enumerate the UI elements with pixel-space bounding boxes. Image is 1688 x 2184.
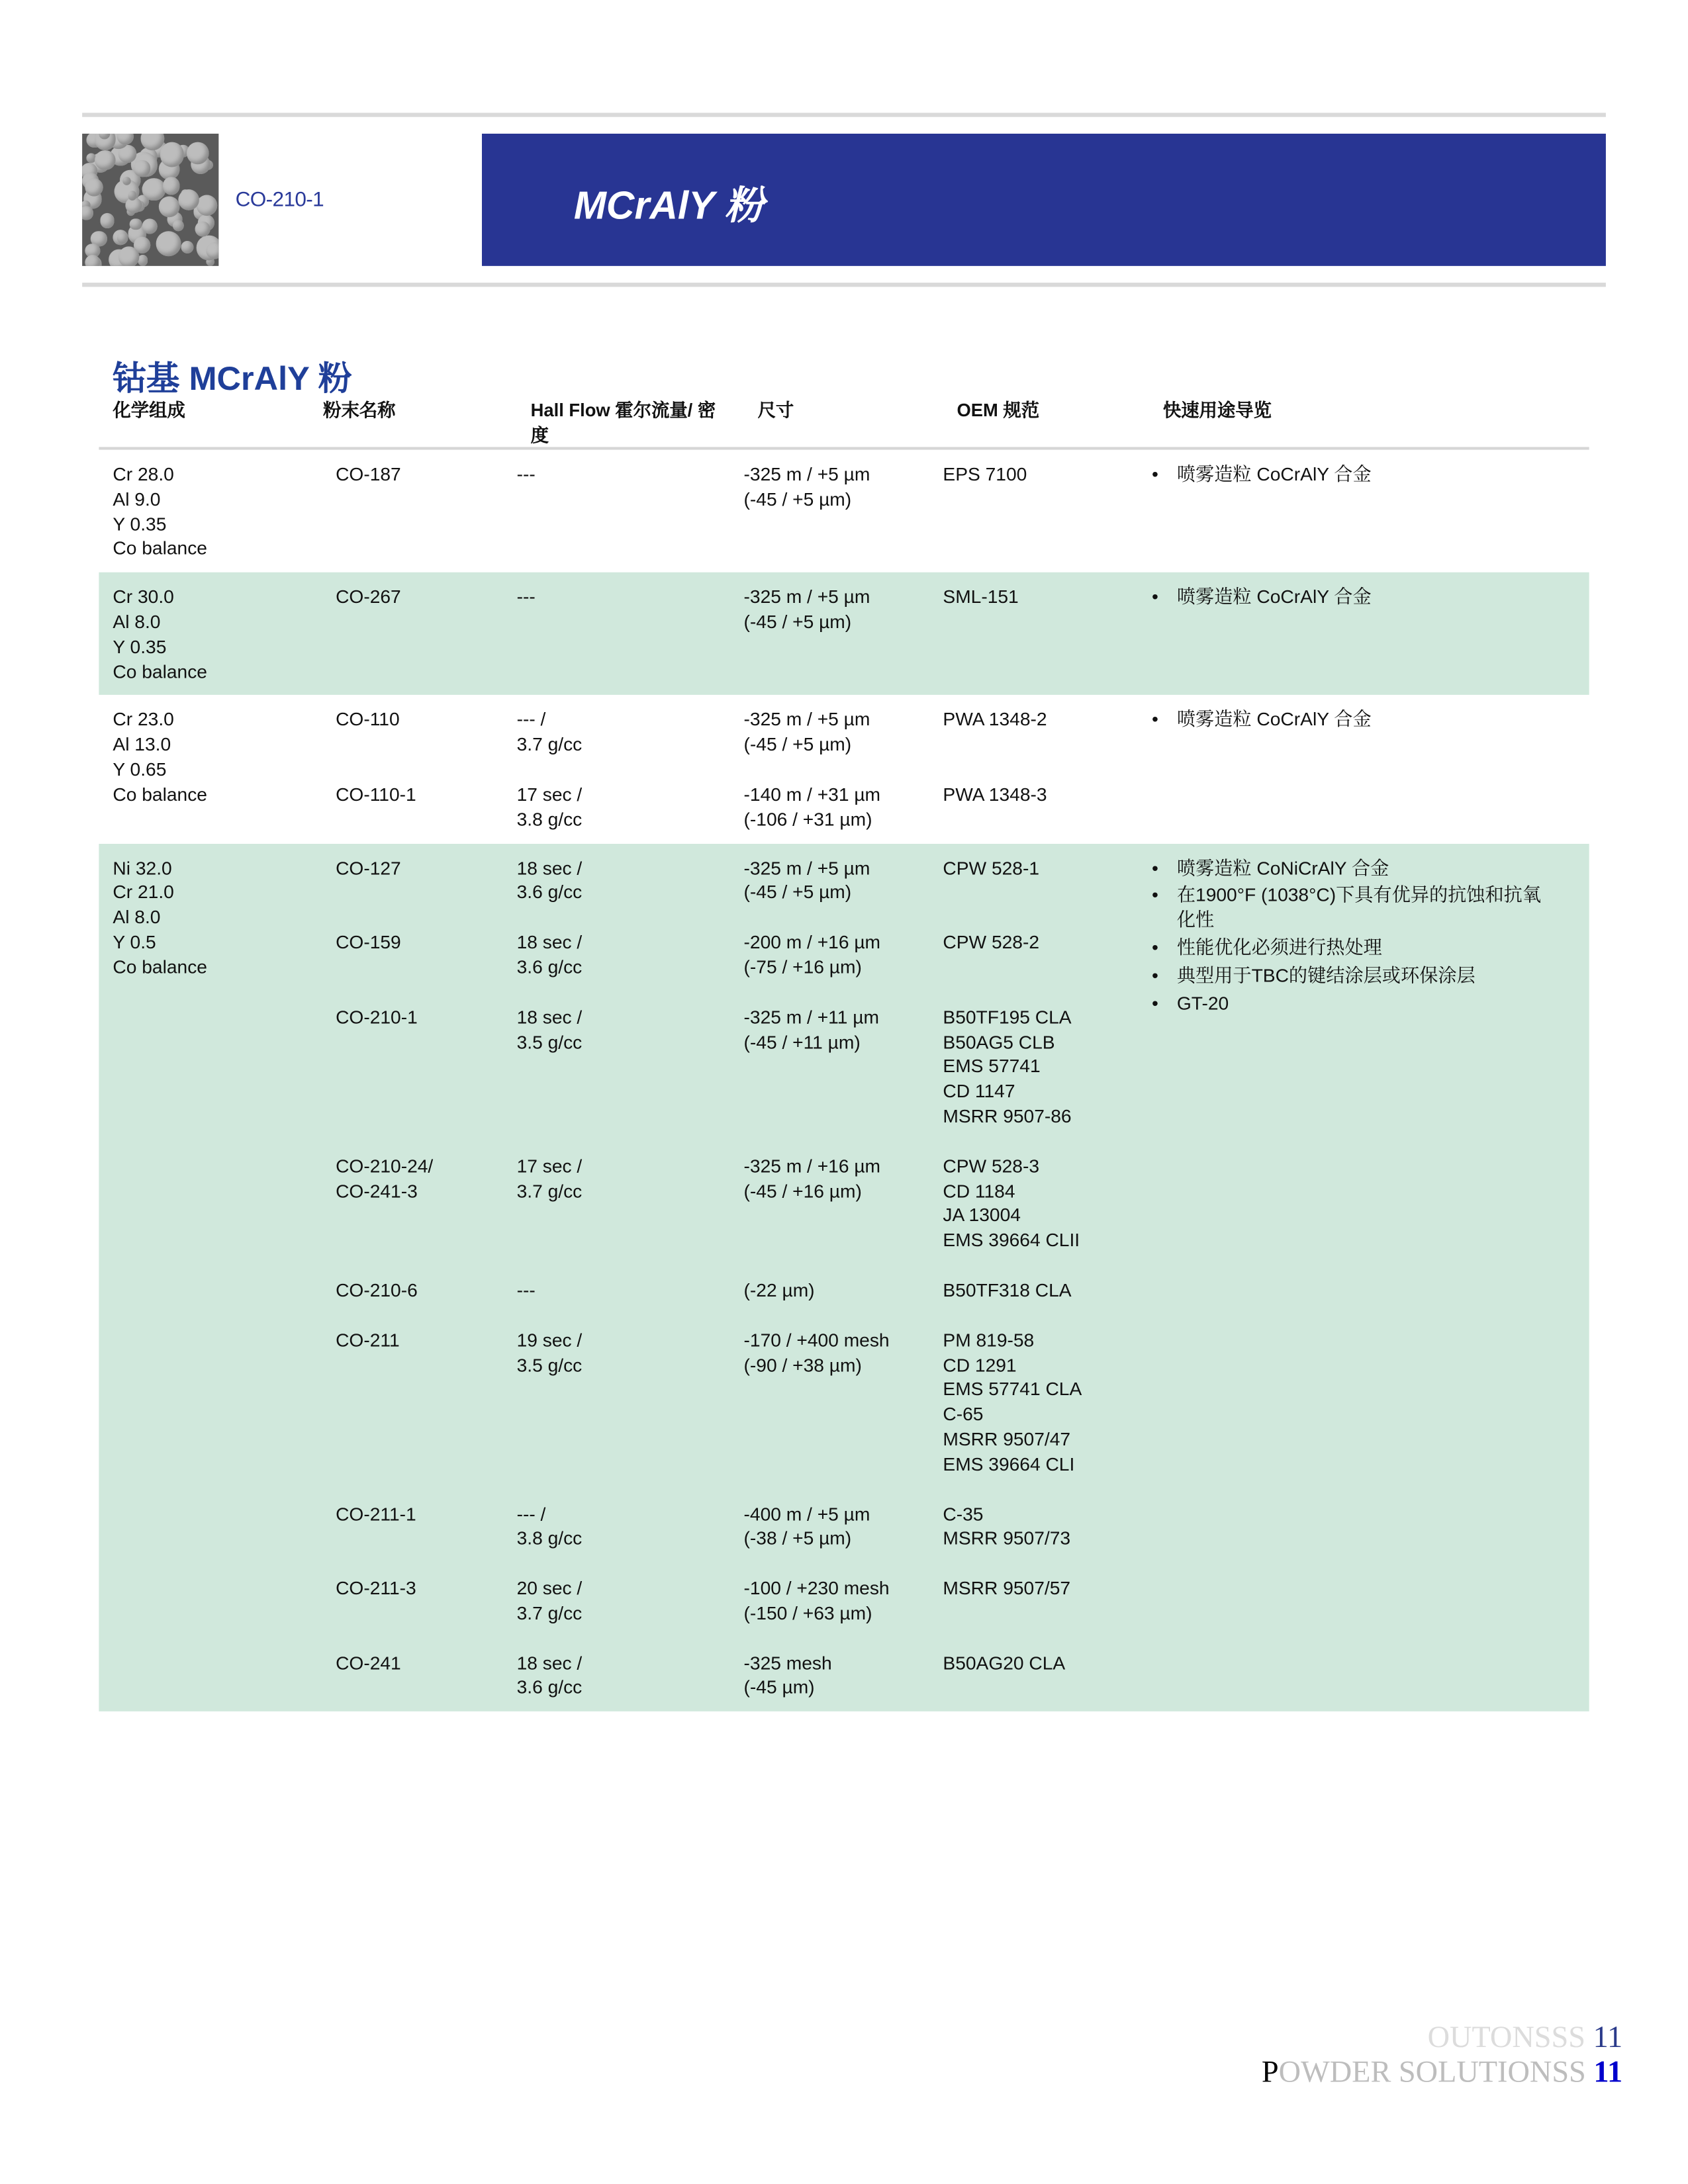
page-number: 11 <box>1593 2019 1623 2054</box>
use-item: • 典型用于TBC的键结涂层或环保涂层 <box>1152 963 1542 987</box>
particle-size: (-106 / +31 µm) <box>743 808 872 830</box>
powder-name-cell <box>322 1502 517 1551</box>
oem-spec-cell <box>943 1502 1141 1551</box>
particle-size-cell <box>744 1328 943 1477</box>
composition-line: Cr 23.0 <box>113 709 174 731</box>
particle-size-cell <box>744 1154 943 1253</box>
powder-name: CO-241 <box>336 1652 401 1674</box>
hall-flow-density: 3.5 g/cc <box>516 1031 583 1052</box>
composition-line: Al 9.0 <box>113 488 161 510</box>
powder-name: CO-159 <box>336 931 401 953</box>
oem-spec: JA 13004 <box>943 1205 1021 1226</box>
oem-spec-cell <box>943 782 1141 832</box>
composition-cell <box>99 708 322 833</box>
hall-flow-density: 17 sec / <box>516 1155 583 1177</box>
powder-name-cell <box>322 1005 517 1129</box>
oem-spec: MSRR 9507-86 <box>943 1105 1072 1127</box>
particle-size: (-45 / +16 µm) <box>743 1180 862 1201</box>
particle-size-cell <box>744 463 943 512</box>
oem-spec: B50AG20 CLA <box>943 1652 1066 1674</box>
oem-spec: CD 1184 <box>943 1180 1015 1201</box>
footer-text: OUTONSSS <box>1427 2019 1586 2054</box>
hall-flow-density: --- / <box>516 709 546 731</box>
composition-line: Al 13.0 <box>113 734 171 755</box>
particle-size-cell <box>744 1502 943 1551</box>
hall-flow-density: 18 sec / <box>516 1006 583 1028</box>
composition-cell <box>99 463 322 562</box>
hall-flow-density-cell <box>517 1651 744 1701</box>
column-header-powder-name: 粉末名称 <box>323 399 396 421</box>
particle-size: (-45 / +5 µm) <box>743 611 852 633</box>
powder-name-cell <box>322 708 517 758</box>
particle-size: (-45 / +5 µm) <box>743 734 852 755</box>
powder-name: CO-211 <box>336 1329 400 1351</box>
composition-line: Al 8.0 <box>113 611 161 633</box>
product-row <box>322 931 1141 980</box>
oem-spec: PWA 1348-3 <box>943 784 1047 805</box>
composition-line: Cr 21.0 <box>113 882 174 903</box>
particle-size: -200 m / +16 µm <box>743 931 881 953</box>
composition-line: Cr 28.0 <box>113 463 174 485</box>
product-table <box>99 450 1589 1712</box>
composition-cell <box>99 585 322 684</box>
powder-name-cell <box>322 463 517 512</box>
particle-size: -325 mesh <box>743 1652 832 1674</box>
hall-flow-density: 3.8 g/cc <box>516 808 583 830</box>
hall-flow-density: 18 sec / <box>516 857 583 878</box>
powder-name: CO-241-3 <box>336 1180 418 1201</box>
particle-size-cell <box>744 856 943 905</box>
powder-particle <box>85 255 101 266</box>
column-header-quick-use-guide: 快速用途导览 <box>1162 399 1272 421</box>
oem-spec: MSRR 9507/73 <box>943 1527 1071 1549</box>
oem-spec-cell <box>943 585 1141 635</box>
footer-initial: P <box>1261 2054 1279 2089</box>
table-row-group <box>99 843 1589 1711</box>
column-header-size: 尺寸 <box>757 399 794 421</box>
powder-name: CO-110-1 <box>336 784 416 805</box>
composition-cell <box>99 856 322 1701</box>
particle-size: -325 m / +5 µm <box>743 586 870 608</box>
powder-name: CO-210-24/ <box>336 1155 434 1177</box>
powder-particle <box>128 191 137 200</box>
particle-size: (-45 / +5 µm) <box>743 488 852 510</box>
powder-name: CO-110 <box>336 709 400 731</box>
hall-flow-density: 19 sec / <box>516 1329 583 1351</box>
composition-line: Y 0.35 <box>113 513 167 535</box>
hall-flow-density-cell <box>517 1278 744 1302</box>
powder-name-cell <box>322 585 517 635</box>
powder-particle <box>180 241 193 253</box>
oem-spec: MSRR 9507/57 <box>943 1578 1071 1599</box>
powder-micrograph-image <box>82 134 218 266</box>
powder-particle <box>160 142 185 167</box>
powder-name: CO-127 <box>336 857 401 878</box>
hall-flow-density-cell <box>517 1005 744 1129</box>
hall-flow-density: --- <box>516 1279 536 1300</box>
use-item: • GT-20 <box>1152 991 1542 1015</box>
oem-spec: EPS 7100 <box>943 463 1027 485</box>
hall-flow-density-cell <box>517 1154 744 1253</box>
particle-size: (-45 µm) <box>743 1677 815 1698</box>
column-header-composition: 化学组成 <box>113 399 185 421</box>
powder-name-cell <box>322 1651 517 1701</box>
oem-spec: B50TF195 CLA <box>943 1006 1072 1028</box>
product-list <box>322 856 1141 1701</box>
powder-particle <box>122 177 130 185</box>
composition-line: Co balance <box>113 537 207 559</box>
product-row <box>322 1278 1141 1302</box>
title-banner <box>482 134 1606 266</box>
table-row-group <box>99 572 1589 696</box>
hall-flow-density: 17 sec / <box>516 784 583 805</box>
column-header-hall-flow: Hall Flow 霍尔流量/ 密度 <box>530 399 716 445</box>
hall-flow-density-cell <box>517 585 744 635</box>
particle-size-cell <box>744 782 943 832</box>
oem-spec: EMS 57741 <box>943 1056 1041 1077</box>
powder-name-cell <box>322 782 517 832</box>
particle-size: -325 m / +5 µm <box>743 709 870 731</box>
particle-size-cell <box>744 585 943 635</box>
hall-flow-density-cell <box>517 1328 744 1477</box>
powder-name-cell <box>322 931 517 980</box>
hall-flow-density-cell <box>517 1576 744 1626</box>
composition-line: Cr 30.0 <box>113 586 174 608</box>
section-title: 钴基 MCrAlY 粉 <box>113 360 352 398</box>
powder-particle <box>156 231 181 256</box>
powder-particle <box>100 213 115 228</box>
particle-size: -325 m / +5 µm <box>743 857 870 878</box>
powder-name-cell <box>322 856 517 905</box>
hall-flow-density: 3.5 g/cc <box>516 1354 583 1375</box>
hall-flow-density: --- / <box>516 1503 546 1524</box>
table-row-group <box>99 450 1589 573</box>
oem-spec: B50TF318 CLA <box>943 1279 1072 1300</box>
powder-particle <box>138 255 148 265</box>
product-row <box>322 1328 1141 1477</box>
powder-name-cell <box>322 1154 517 1253</box>
product-row <box>322 1502 1141 1551</box>
particle-size-cell <box>744 1576 943 1626</box>
product-row <box>322 708 1141 758</box>
particle-size: -325 m / +11 µm <box>743 1006 879 1028</box>
hall-flow-density: 3.8 g/cc <box>516 1527 583 1549</box>
hall-flow-density-cell <box>517 782 744 832</box>
product-list <box>322 708 1141 833</box>
powder-particle <box>82 206 93 220</box>
oem-spec: CD 1147 <box>943 1081 1015 1102</box>
powder-particle <box>162 177 180 195</box>
quick-use-list <box>1141 463 1542 562</box>
use-item: • 喷雾造粒 CoCrAlY 合金 <box>1152 585 1542 610</box>
particle-size-cell <box>744 1005 943 1129</box>
use-item: • 在1900°F (1038°C)下具有优异的抗蚀和抗氧化性 <box>1152 884 1542 933</box>
particle-size-cell <box>744 1278 943 1302</box>
quick-use-list <box>1141 708 1542 833</box>
composition-line: Co balance <box>113 660 207 682</box>
hall-flow-density-cell <box>517 931 744 980</box>
particle-size: (-45 / +11 µm) <box>743 1031 861 1052</box>
particle-size: (-45 / +5 µm) <box>743 882 852 903</box>
powder-particle <box>173 220 185 232</box>
hall-flow-density-cell <box>517 1502 744 1551</box>
product-list <box>322 463 1141 562</box>
oem-spec-cell <box>943 708 1141 758</box>
oem-spec-cell <box>943 1328 1141 1477</box>
powder-particle <box>142 219 158 234</box>
use-item: • 性能优化必须进行热处理 <box>1152 936 1542 960</box>
powder-name-cell <box>322 1278 517 1302</box>
hall-flow-density: 3.6 g/cc <box>516 882 583 903</box>
hall-flow-density: 3.6 g/cc <box>516 1677 583 1698</box>
oem-spec: PM 819-58 <box>943 1329 1035 1351</box>
powder-name-cell <box>322 1576 517 1626</box>
header-divider <box>82 283 1606 287</box>
hall-flow-density-cell <box>517 708 744 758</box>
particle-size: -325 m / +5 µm <box>743 463 870 485</box>
oem-spec-cell <box>943 1278 1141 1302</box>
oem-spec: EMS 57741 CLA <box>943 1379 1082 1400</box>
product-row <box>322 782 1141 832</box>
composition-line: Ni 32.0 <box>113 857 172 878</box>
oem-spec-cell <box>943 856 1141 905</box>
product-row <box>322 1651 1141 1701</box>
oem-spec: CPW 528-3 <box>943 1155 1040 1177</box>
oem-spec-cell <box>943 1576 1141 1626</box>
footer-text: OWDER SOLUTIONSS <box>1278 2054 1586 2089</box>
particle-size-cell <box>744 708 943 758</box>
particle-size: (-22 µm) <box>743 1279 815 1300</box>
particle-size: (-38 / +5 µm) <box>743 1527 852 1549</box>
hall-flow-density-cell <box>517 856 744 905</box>
product-row <box>322 585 1141 635</box>
banner-title: MCrAlY 粉 <box>573 183 764 227</box>
product-list <box>322 585 1141 684</box>
hall-flow-density: 20 sec / <box>516 1578 583 1599</box>
hall-flow-density: 3.7 g/cc <box>516 734 583 755</box>
composition-line: Y 0.35 <box>113 636 167 657</box>
oem-spec: CD 1291 <box>943 1354 1017 1375</box>
table-row-group <box>99 696 1589 843</box>
oem-spec: PWA 1348-2 <box>943 709 1047 731</box>
use-item: • 喷雾造粒 CoCrAlY 合金 <box>1152 708 1542 733</box>
composition-line: Y 0.5 <box>113 931 156 953</box>
powder-name: CO-267 <box>336 586 401 608</box>
particle-size: -325 m / +16 µm <box>743 1155 881 1177</box>
footer-line-2 <box>1262 2054 1622 2090</box>
use-item: • 喷雾造粒 CoNiCrAlY 合金 <box>1152 856 1542 880</box>
oem-spec: EMS 39664 CLII <box>943 1230 1080 1251</box>
quick-use-list <box>1141 856 1542 1701</box>
powder-name: CO-210-1 <box>336 1006 418 1028</box>
particle-size-cell <box>744 931 943 980</box>
oem-spec: SML-151 <box>943 586 1019 608</box>
particle-size: -100 / +230 mesh <box>743 1578 890 1599</box>
product-row <box>322 463 1141 512</box>
oem-spec-cell <box>943 1005 1141 1129</box>
powder-name: CO-211-3 <box>336 1578 416 1599</box>
powder-name: CO-210-6 <box>336 1279 418 1300</box>
composition-line: Co balance <box>113 956 207 978</box>
oem-spec-cell <box>943 1154 1141 1253</box>
powder-name: CO-187 <box>336 463 401 485</box>
oem-spec: CPW 528-1 <box>943 857 1040 878</box>
powder-particle <box>95 150 115 170</box>
hall-flow-density: 3.7 g/cc <box>516 1180 583 1201</box>
oem-spec-cell <box>943 1651 1141 1701</box>
hall-flow-density: 3.7 g/cc <box>516 1602 583 1624</box>
use-item: • 喷雾造粒 CoCrAlY 合金 <box>1152 463 1542 487</box>
oem-spec: B50AG5 CLB <box>943 1031 1055 1052</box>
hall-flow-density: 18 sec / <box>516 931 583 953</box>
powder-particle <box>186 142 209 164</box>
oem-spec: C-35 <box>943 1503 984 1524</box>
oem-spec: CPW 528-2 <box>943 931 1040 953</box>
oem-spec: EMS 39664 CLI <box>943 1453 1075 1475</box>
composition-line: Al 8.0 <box>113 907 161 928</box>
powder-particle <box>118 246 138 266</box>
composition-line: Co balance <box>113 784 207 805</box>
product-row <box>322 1005 1141 1129</box>
column-header-oem-spec: OEM 规范 <box>957 399 1040 421</box>
powder-particle <box>206 243 218 259</box>
particle-size: (-75 / +16 µm) <box>743 956 862 978</box>
image-caption: CO-210-1 <box>235 188 324 212</box>
particle-size: (-90 / +38 µm) <box>743 1354 862 1375</box>
particle-size: -400 m / +5 µm <box>743 1503 870 1524</box>
powder-name: CO-211-1 <box>336 1503 416 1524</box>
particle-size: (-150 / +63 µm) <box>743 1602 872 1624</box>
powder-particle <box>134 161 150 177</box>
hall-flow-density: 3.6 g/cc <box>516 956 583 978</box>
powder-particle <box>196 195 217 216</box>
quick-use-list <box>1141 585 1542 684</box>
powder-name-cell <box>322 1328 517 1477</box>
particle-size-cell <box>744 1651 943 1701</box>
page-number: 11 <box>1593 2054 1623 2089</box>
top-divider <box>82 113 1606 116</box>
hall-flow-density: --- <box>516 586 536 608</box>
hall-flow-density: --- <box>516 463 536 485</box>
powder-particle <box>85 177 103 196</box>
composition-line: Y 0.65 <box>113 758 167 780</box>
product-row <box>322 1154 1141 1253</box>
particle-size: -140 m / +31 µm <box>743 784 881 805</box>
hall-flow-density: 18 sec / <box>516 1652 583 1674</box>
footer-line-1 <box>1428 2019 1623 2056</box>
oem-spec-cell <box>943 463 1141 512</box>
oem-spec-cell <box>943 931 1141 980</box>
particle-size: -170 / +400 mesh <box>743 1329 890 1351</box>
oem-spec: C-65 <box>943 1404 984 1425</box>
oem-spec: MSRR 9507/47 <box>943 1428 1071 1450</box>
product-row <box>322 1576 1141 1626</box>
hall-flow-density-cell <box>517 463 744 512</box>
product-row <box>322 856 1141 905</box>
